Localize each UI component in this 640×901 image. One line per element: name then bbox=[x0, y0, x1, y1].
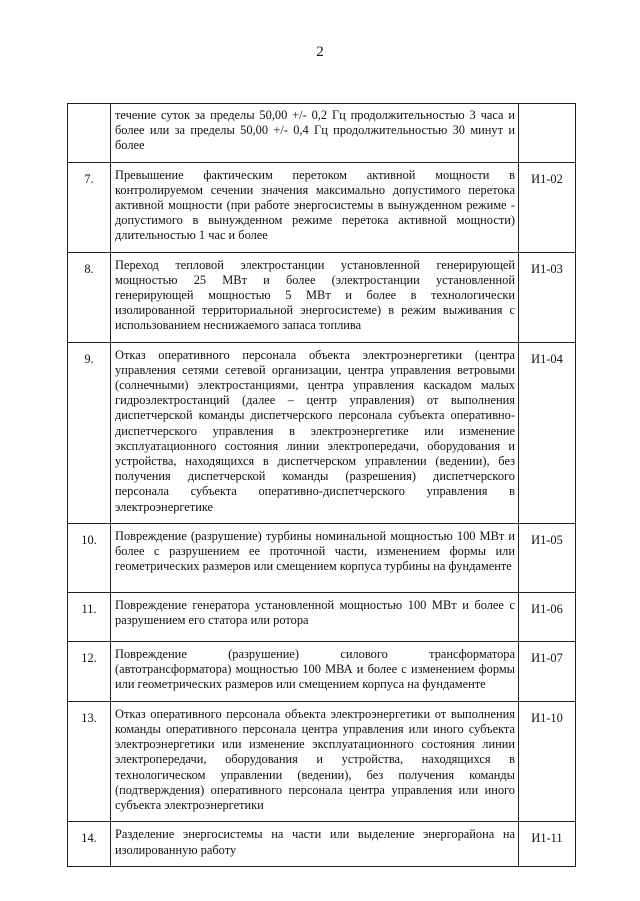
row-code: И1-03 bbox=[519, 252, 576, 342]
table-row bbox=[68, 162, 576, 252]
table-row bbox=[68, 822, 576, 866]
row-description: Переход тепловой электростанции установленной генерирующей мощностью 25 МВт и более (электростанции установленной генерирующей мощностью 5 МВт и более в технологически изолированной территориальной энергосистеме) в режим выживания с использованием неснижаемого запаса топлива bbox=[111, 252, 519, 342]
row-code: И1-02 bbox=[519, 162, 576, 252]
row-code: И1-06 bbox=[519, 592, 576, 641]
row-description: Превышение фактическим перетоком активной мощности в контролируемом сечении значения максимально допустимого перетока активной мощности (при работе энергосистемы в вынужденном режиме - допустимого в вынужденном режиме перетока активной мощности) длительностью 1 час и более bbox=[111, 162, 519, 252]
row-description: Повреждение генератора установленной мощностью 100 МВт и более с разрушением его статора или ротора bbox=[111, 592, 519, 641]
row-description: Повреждение (разрушение) турбины номинальной мощностью 100 МВт и более с разрушением ее проточной части, изменением формы или геометрических размеров или смещением корпуса турбины на фундаменте bbox=[111, 523, 519, 592]
row-number: 9. bbox=[68, 342, 111, 523]
row-description: Разделение энергосистемы на части или выделение энергорайона на изолированную работу bbox=[111, 822, 519, 866]
row-number: 10. bbox=[68, 523, 111, 592]
table-row bbox=[68, 342, 576, 523]
row-description: течение суток за пределы 50,00 +/- 0,2 Гц продолжительностью 3 часа и более или за пределы 50,00 +/- 0,4 Гц продолжительностью 30 минут и более bbox=[111, 104, 519, 163]
row-number bbox=[68, 104, 111, 163]
table-row bbox=[68, 523, 576, 592]
row-code: И1-07 bbox=[519, 641, 576, 701]
row-code: И1-10 bbox=[519, 701, 576, 821]
incident-table bbox=[67, 103, 576, 867]
page-number: 2 bbox=[316, 44, 324, 60]
table-row bbox=[68, 592, 576, 641]
row-number: 11. bbox=[68, 592, 111, 641]
row-description: Отказ оперативного персонала объекта электроэнергетики (центра управления сетями сетевой организации, центра управления ветровыми (солнечными) электростанциями, центра управления каскадом малых гидроэлектростанций (далее – центр управления) от выполнения диспетчерской команды диспетчерского персонала субъекта оперативно-диспетчерского управления в электроэнергетике или изменение эксплуатационного состояния линии электропередачи, оборудования и устройства, находящихся в диспетчерском управлении (ведении), без получения диспетчерской команды (разрешения) диспетчерского персонала субъекта оперативно-диспетчерского управления в электроэнергетике bbox=[111, 342, 519, 523]
row-code: И1-05 bbox=[519, 523, 576, 592]
row-description: Отказ оперативного персонала объекта электроэнергетики от выполнения команды оперативного персонала центра управления или иного субъекта электроэнергетики или изменение эксплуатационного состояния линии электропередачи, оборудования и устройства, находящихся в технологическом управлении (ведении), без получения команды (подтверждения) оперативного персонала центра управления или иного субъекта электроэнергетики bbox=[111, 701, 519, 821]
row-number: 13. bbox=[68, 701, 111, 821]
row-number: 7. bbox=[68, 162, 111, 252]
table-row bbox=[68, 104, 576, 163]
row-description: Повреждение (разрушение) силового трансформатора (автотрансформатора) мощностью 100 МВА и более с изменением формы или геометрических размеров или смещением корпуса на фундаменте bbox=[111, 641, 519, 701]
row-number: 12. bbox=[68, 641, 111, 701]
row-code: И1-04 bbox=[519, 342, 576, 523]
row-number: 8. bbox=[68, 252, 111, 342]
table-row bbox=[68, 701, 576, 821]
row-number: 14. bbox=[68, 822, 111, 866]
table-row bbox=[68, 641, 576, 701]
row-code: И1-11 bbox=[519, 822, 576, 866]
table-row bbox=[68, 252, 576, 342]
row-code bbox=[519, 104, 576, 163]
